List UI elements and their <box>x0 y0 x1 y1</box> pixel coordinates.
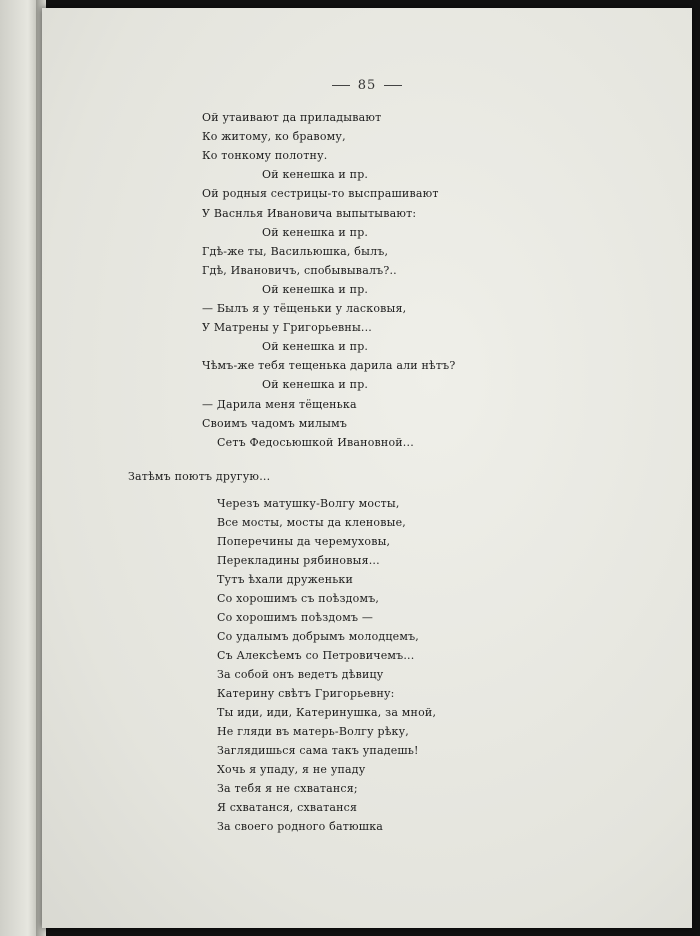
verse-line: Тутъ ѣхали друженьки <box>217 573 354 586</box>
verse-line: У Васнлья Ивановича выпытывают: <box>202 206 417 220</box>
verse-line: Поперечины да черемуховы, <box>217 535 391 548</box>
verse-line: Своимъ чадомъ милымъ <box>202 416 348 430</box>
verse-line: Со хорошимъ съ поѣздомъ, <box>217 592 380 605</box>
verse-line: За своего родного батюшка <box>217 820 384 833</box>
verse-line: — Дарила меня тёщенька <box>202 397 357 411</box>
verse-line: За тебя я не схватанся; <box>217 782 358 795</box>
verse-line: Ой родныя сестрицы-то выспрашивают <box>202 187 439 201</box>
verse-line: Ко житому, ко бравому, <box>202 130 346 144</box>
header-dash-right <box>384 85 402 86</box>
verse-line: Ко тонкому полотну. <box>202 149 328 163</box>
page-header <box>42 78 692 93</box>
verse-line: Сетъ Федосьюшкой Ивановной... <box>217 435 414 449</box>
verse-line: Чѣмъ-же тебя тещенька дарила али нѣтъ? <box>202 359 456 373</box>
intro-line: Затѣмъ поютъ другую... <box>128 470 271 483</box>
header-dash-left <box>332 85 350 86</box>
verse-line: Ой кенешка и пр. <box>262 168 369 182</box>
verse-line: Съ Алексѣемъ со Петровичемъ... <box>217 649 415 662</box>
verse-line: Катерину свѣтъ Григорьевну: <box>217 687 395 700</box>
verse-line: Черезъ матушку-Волгу мосты, <box>217 497 400 510</box>
verse-line: Хочь я упаду, я не упаду <box>217 763 366 776</box>
verse-line: Гдѣ-же ты, Васильюшка, былъ, <box>202 244 389 258</box>
verse-line: Гдѣ, Ивановичъ, спобывывалъ?.. <box>202 263 397 277</box>
left-page-edge <box>0 0 40 936</box>
verse-line: Ой кенешка и пр. <box>262 225 369 239</box>
verse-line: Все мосты, мосты да кленовые, <box>217 516 407 529</box>
verse-line: Не гляди въ матерь-Волгу рѣку, <box>217 725 409 738</box>
verse-line: Я схватанся, схватанся <box>217 801 358 814</box>
verse-line: За собой онъ ведетъ дѣвицу <box>217 668 384 681</box>
verse-line: Со хорошимъ поѣздомъ — <box>217 611 374 624</box>
verse-line: Заглядишься сама такъ упадешь! <box>217 744 419 757</box>
verse-line: Ой кенешка и пр. <box>262 340 369 354</box>
verse-line: У Матрены у Григорьевны... <box>202 321 373 335</box>
verse-line: Ты иди, иди, Катеринушка, за мной, <box>217 706 437 719</box>
page-number: 85 <box>357 78 377 93</box>
book-page <box>42 8 692 928</box>
verse-line: Ой кенешка и пр. <box>262 378 369 392</box>
verse-line: Перекладины рябиновыя... <box>217 554 380 567</box>
verse-line: Ой утаивают да приладывают <box>202 111 382 124</box>
verse-line: — Былъ я у тёщеньки у ласковыя, <box>202 302 407 315</box>
verse-line: Со удалымъ добрымъ молодцемъ, <box>217 630 419 643</box>
verse-line: Ой кенешка и пр. <box>262 282 369 296</box>
